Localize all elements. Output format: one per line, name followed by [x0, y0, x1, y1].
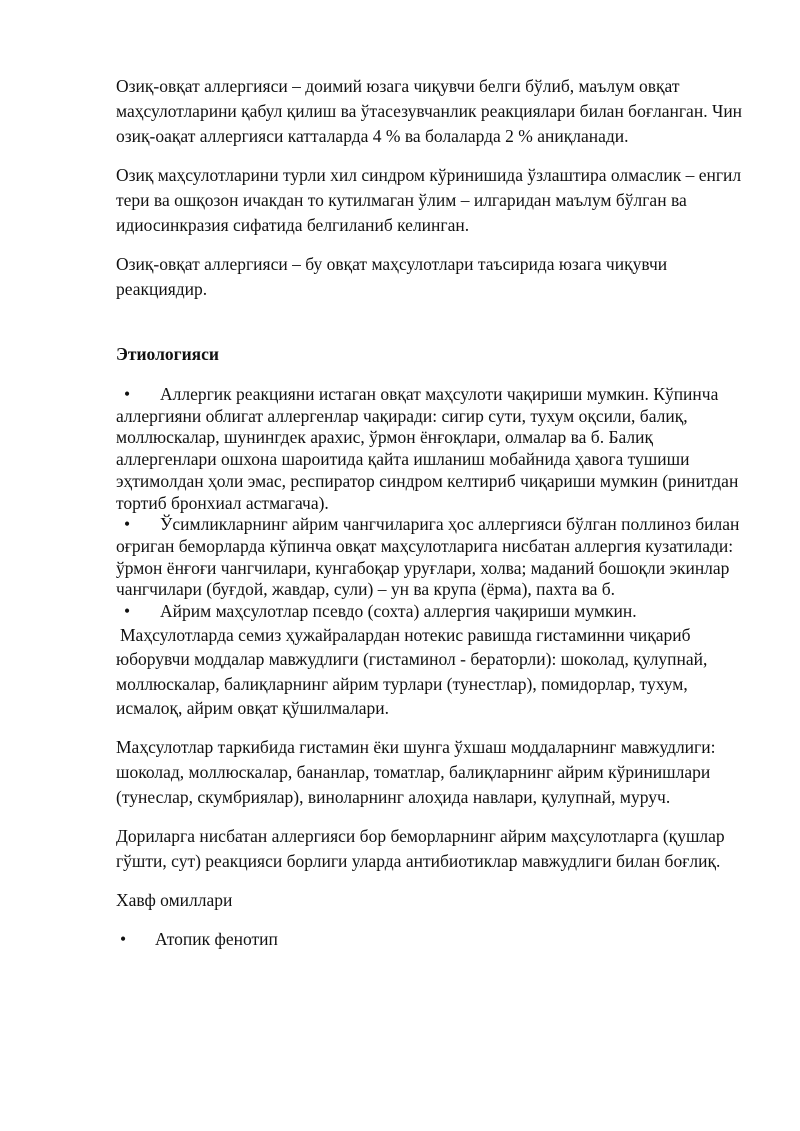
bullet-text: Айрим маҳсулотлар псевдо (сохта) аллергия чақириши мумкин.	[160, 601, 637, 622]
bullet-marker: •	[124, 601, 131, 622]
bullet-text: Ўсимликларнинг айрим чангчиларига ҳос аллергияси бўлган поллиноз билан оғриган беморларда кўпинча овқат маҳсулотларига нисбатан аллергия кузатилади: ўрмон ёнғоғи чангчилари, кунгабоқар уруғлари, холва; маданий бошоқли экинлар чангчилари (буғдой, жавдар, сули) – ун ва крупа (ёрма), пахта ва б.	[116, 514, 740, 600]
intro-paragraph-3: Озиқ-овқат аллергияси – бу овқат маҳсулотлари таъсирида юзага чиқувчи реакциядир.	[116, 254, 668, 299]
risk-bullet-1	[116, 927, 748, 952]
document-body	[116, 74, 748, 952]
bullet-text: Аллергик реакцияни истаган овқат маҳсулоти чақириши мумкин. Кўпинча аллергияни облигат аллергенлар чақиради: сигир сути, тухум оқсили, балиқ, моллюскалар, шунингдек арахис, ўрмон ёнғоқлари, олмалар ва б. Балиқ аллергенлари ошхона шароитида қайта ишланиш мобайнида ҳавога тушиши эҳтимолдан ҳоли эмас, респиратор синдром келтириб чиқариши мумкин (ринитдан тортиб бронхиал астмагача).	[116, 384, 739, 513]
intro-paragraph-1: Озиқ-овқат аллергияси – доимий юзага чиқувчи белги бўлиб, маълум овқат маҳсулотларини қабул қилиш ва ўтасезувчанлик реакциялари билан боғланган. Чин озиқ-оақат аллергияси катталарда 4 % ва болаларда 2 % аниқланади.	[116, 76, 743, 146]
bullet-marker: •	[120, 928, 127, 949]
etiology-bullet-1	[116, 384, 748, 514]
etiology-bullet-2	[116, 514, 748, 601]
bullet-text: Атопик фенотип	[155, 928, 278, 949]
section-heading-etiology: Этиологияси	[116, 344, 219, 364]
after-paragraph-2: Дориларга нисбатан аллергияси бор беморларнинг айрим маҳсулотларга (қушлар гўшти, сут) реакцияси борлиги уларда антибиотиклар мавжудлиги билан боғлиқ.	[116, 825, 725, 871]
etiology-bullet-list	[116, 384, 748, 721]
after-paragraph-1: Маҳсулотлар таркибида гистамин ёки шунга ўхшаш моддаларнинг мавжудлиги: шоколад, моллюскалар, бананлар, томатлар, балиқларнинг айрим кўринишлари (тунеслар, скумбриялар), виноларнинг алоҳида навлари, қулупнай, муруч.	[116, 736, 716, 807]
etiology-bullet-3	[116, 601, 748, 623]
bullet-continuation-text: Маҳсулотларда семиз ҳужайралардан нотекис равишда гистаминни чиқариб юборувчи моддалар мавжудлиги (гистаминол - бераторли): шоколад, қулупнай, моллюскалар, балиқларнинг айрим турлари (тунестлар), помидорлар, тухум, исмалоқ, айрим овқат қўшилмалари.	[116, 624, 708, 719]
risk-factors-title: Хавф омиллари	[116, 889, 233, 910]
bullet-marker: •	[124, 514, 131, 535]
bullet-marker: •	[124, 384, 131, 404]
intro-paragraph-2: Озиқ маҳсулотларини турли хил синдром кўринишида ўзлаштира олмаслик – енгил тери ва ошқозон ичакдан то кутилмаган ўлим – илгаридан маълум бўлган ва идиосинкразия сифатида белгиланиб келинган.	[116, 165, 742, 235]
